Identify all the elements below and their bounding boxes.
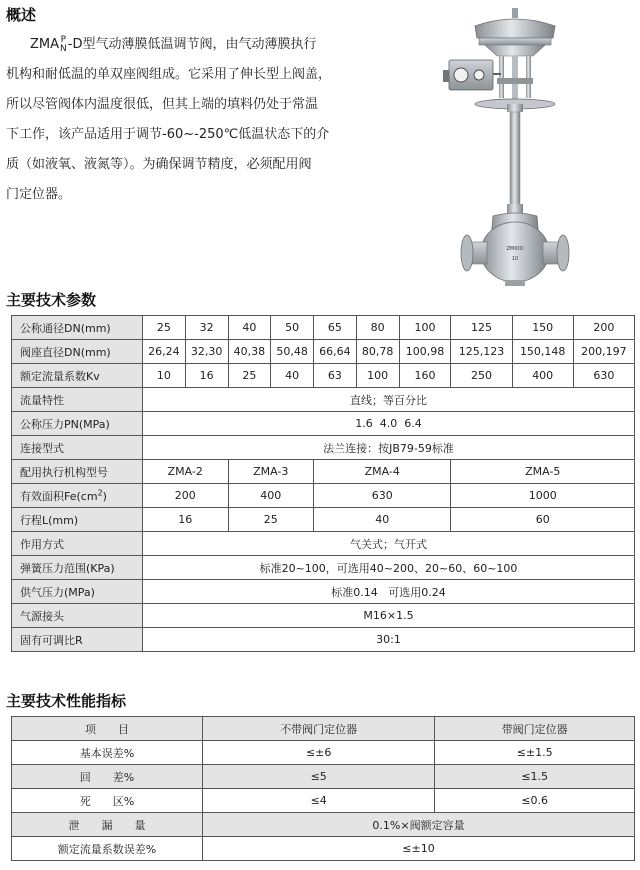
params-heading: 主要技术参数 bbox=[6, 291, 97, 309]
table-row bbox=[12, 741, 635, 765]
row-label: 弹簧压力范围(KPa) bbox=[12, 556, 143, 580]
row-label: 基本误差% bbox=[12, 741, 203, 765]
table-cell: ≤±6 bbox=[203, 741, 435, 765]
model-fraction: P N bbox=[60, 34, 67, 54]
table-cell: 16 bbox=[185, 364, 228, 388]
table-cell: 气关式；气开式 bbox=[143, 532, 635, 556]
row-label: 泄 漏 量 bbox=[12, 813, 203, 837]
table-cell: 32 bbox=[185, 316, 228, 340]
table-cell: 10 bbox=[143, 364, 186, 388]
table-cell: ≤±10 bbox=[203, 837, 635, 861]
overview-text bbox=[6, 30, 376, 210]
overview-line-1 bbox=[6, 30, 376, 60]
table-row bbox=[12, 789, 635, 813]
column-header: 项 目 bbox=[12, 717, 203, 741]
row-label: 供气压力(MPa) bbox=[12, 580, 143, 604]
table-cell: 法兰连接：按JB79-59标准 bbox=[143, 436, 635, 460]
table-cell: ≤1.5 bbox=[435, 765, 635, 789]
table-cell: ZMA-2 bbox=[143, 460, 229, 484]
table-cell: 100 bbox=[399, 316, 451, 340]
overview-line-1-rest: -D型气动薄膜低温调节阀，由气动薄膜执行 bbox=[67, 37, 317, 52]
table-cell: 630 bbox=[573, 364, 634, 388]
table-row bbox=[12, 388, 635, 412]
row-label: 额定流量系数Kv bbox=[12, 364, 143, 388]
table-cell: 50,48 bbox=[271, 340, 314, 364]
table-cell: 16 bbox=[143, 508, 229, 532]
table-cell: 100,98 bbox=[399, 340, 451, 364]
table-cell: 125 bbox=[451, 316, 512, 340]
table-cell: 1000 bbox=[451, 484, 635, 508]
table-cell: 25 bbox=[143, 316, 186, 340]
overview-line-5: 质（如液氧、液氮等）。为确保调节精度，必须配用阀 bbox=[6, 157, 312, 172]
table-cell: 200 bbox=[143, 484, 229, 508]
perf-table bbox=[11, 716, 635, 861]
table-cell: 65 bbox=[314, 316, 357, 340]
table-cell: 80 bbox=[356, 316, 399, 340]
table-row bbox=[12, 604, 635, 628]
table-cell: 66,64 bbox=[314, 340, 357, 364]
table-cell: 32,30 bbox=[185, 340, 228, 364]
table-row bbox=[12, 813, 635, 837]
table-cell: 63 bbox=[314, 364, 357, 388]
table-cell: ZMA-4 bbox=[314, 460, 451, 484]
table-cell: M16×1.5 bbox=[143, 604, 635, 628]
table-cell: 1.6 4.0 6.4 bbox=[143, 412, 635, 436]
table-cell: 标准20~100，可选用40~200、20~60、60~100 bbox=[143, 556, 635, 580]
model-prefix: ZMA bbox=[30, 37, 60, 52]
table-cell: 200,197 bbox=[573, 340, 634, 364]
table-row bbox=[12, 508, 635, 532]
valve-label-size: 10 bbox=[511, 256, 519, 262]
table-cell: 80,78 bbox=[356, 340, 399, 364]
table-row bbox=[12, 765, 635, 789]
table-row bbox=[12, 532, 635, 556]
table-cell: 250 bbox=[451, 364, 512, 388]
overview-line-6: 门定位器。 bbox=[6, 187, 72, 202]
row-label: 气源接头 bbox=[12, 604, 143, 628]
overview-heading: 概述 bbox=[6, 6, 37, 24]
overview-line-3: 所以尽管阀体内温度很低，但其上端的填料仍处于常温 bbox=[6, 97, 319, 112]
table-cell: 0.1%×阀额定容量 bbox=[203, 813, 635, 837]
table-cell: 150,148 bbox=[512, 340, 573, 364]
row-label: 行程L(mm) bbox=[12, 508, 143, 532]
table-row bbox=[12, 580, 635, 604]
table-row bbox=[12, 460, 635, 484]
perf-heading: 主要技术性能指标 bbox=[6, 692, 127, 710]
row-label: 配用执行机构型号 bbox=[12, 460, 143, 484]
table-row bbox=[12, 556, 635, 580]
table-cell: 100 bbox=[356, 364, 399, 388]
table-row bbox=[12, 316, 635, 340]
table-cell: 400 bbox=[512, 364, 573, 388]
row-label: 公称通径DN(mm) bbox=[12, 316, 143, 340]
row-label: 有效面积$Fe(cm^2)$ bbox=[12, 484, 143, 508]
table-cell: 150 bbox=[512, 316, 573, 340]
table-cell: 25 bbox=[228, 508, 314, 532]
table-cell: 26,24 bbox=[143, 340, 186, 364]
params-table bbox=[11, 315, 635, 652]
table-cell: 200 bbox=[573, 316, 634, 340]
table-cell: 630 bbox=[314, 484, 451, 508]
table-cell: ZMA-5 bbox=[451, 460, 635, 484]
table-cell: ≤0.6 bbox=[435, 789, 635, 813]
table-cell: 40 bbox=[228, 316, 271, 340]
valve-photo bbox=[415, 4, 575, 289]
overview-line-4: 下工作，该产品适用于调节-60~-250℃低温状态下的介 bbox=[6, 127, 330, 142]
table-cell: 125,123 bbox=[451, 340, 512, 364]
table-row bbox=[12, 412, 635, 436]
row-label: 阀座直径DN(mm) bbox=[12, 340, 143, 364]
table-cell: 50 bbox=[271, 316, 314, 340]
table-cell: 直线；等百分比 bbox=[143, 388, 635, 412]
table-row bbox=[12, 364, 635, 388]
table-cell: ZMA-3 bbox=[228, 460, 314, 484]
table-row bbox=[12, 340, 635, 364]
row-label: 死 区% bbox=[12, 789, 203, 813]
table-cell: 60 bbox=[451, 508, 635, 532]
table-cell: 标准0.14 可选用0.24 bbox=[143, 580, 635, 604]
column-header: 不带阀门定位器 bbox=[203, 717, 435, 741]
table-cell: 40 bbox=[271, 364, 314, 388]
row-label: 连接型式 bbox=[12, 436, 143, 460]
table-cell: 400 bbox=[228, 484, 314, 508]
table-cell: 40 bbox=[314, 508, 451, 532]
overview-line-2: 机构和耐低温的单双座阀组成。它采用了伸长型上阀盖， bbox=[6, 67, 332, 82]
table-row bbox=[12, 436, 635, 460]
row-label: 公称压力PN(MPa) bbox=[12, 412, 143, 436]
table-row bbox=[12, 484, 635, 508]
row-label: 流量特性 bbox=[12, 388, 143, 412]
table-cell: 40,38 bbox=[228, 340, 271, 364]
valve-label-brand: ZMIDO bbox=[506, 246, 524, 252]
row-label: 作用方式 bbox=[12, 532, 143, 556]
row-label: 固有可调比R bbox=[12, 628, 143, 652]
table-cell: 25 bbox=[228, 364, 271, 388]
table-cell: 160 bbox=[399, 364, 451, 388]
table-row bbox=[12, 628, 635, 652]
table-cell: 30:1 bbox=[143, 628, 635, 652]
row-label: 额定流量系数误差% bbox=[12, 837, 203, 861]
table-row bbox=[12, 837, 635, 861]
table-header-row bbox=[12, 717, 635, 741]
table-cell: ≤5 bbox=[203, 765, 435, 789]
row-label: 回 差% bbox=[12, 765, 203, 789]
table-cell: ≤4 bbox=[203, 789, 435, 813]
column-header: 带阀门定位器 bbox=[435, 717, 635, 741]
table-cell: ≤±1.5 bbox=[435, 741, 635, 765]
